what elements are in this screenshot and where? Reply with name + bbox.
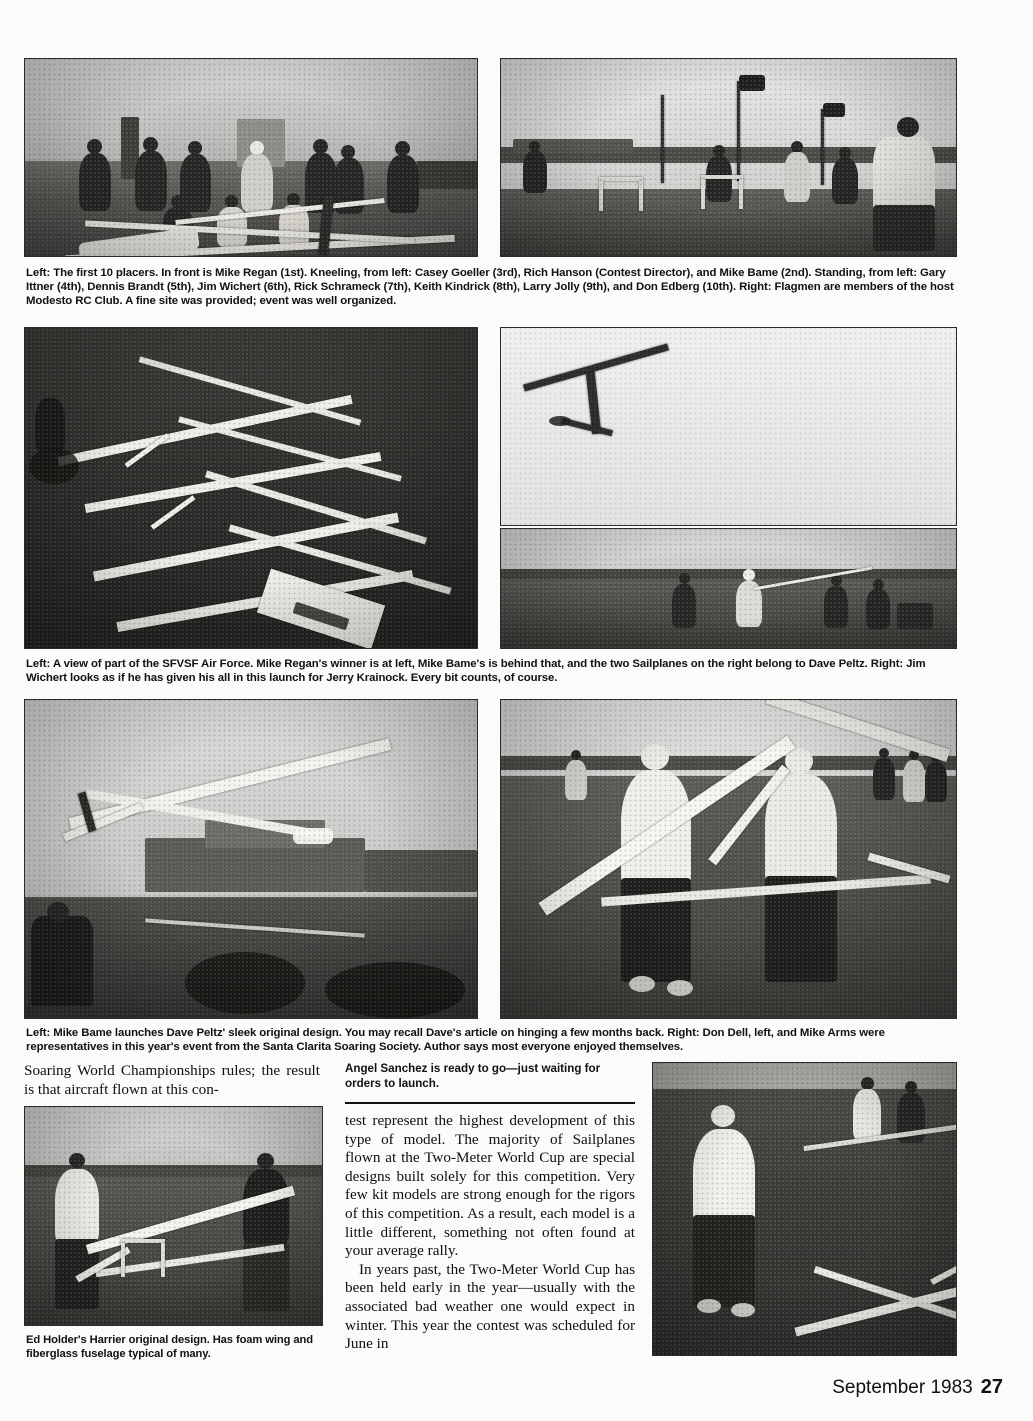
- photo-flagmen: [500, 58, 957, 257]
- caption-row-1: Left: The first 10 placers. In front is Mike Regan (1st). Kneeling, from left: Casey Goeller (3rd), Rich Hanson (Contest Director), and Mike Bame (2nd). Standing, from left: Gary Ittner (4th), Dennis Brandt (5th), Jim Wichert (6th), Rick Schrameck (7th), Keith Kindrick (8th), Larry Jolly (9th), and Don Edberg (10th). Right: Flagmen are members of the host Modesto RC Club. A fine site was provided; event was well organized.: [26, 267, 954, 308]
- body-left-paragraph: Soaring World Championships rules; the result is that aircraft flown at this con-: [24, 1062, 320, 1098]
- photo-launch-crew: [500, 528, 957, 649]
- photo-ed-holder-harrier: [24, 1106, 323, 1326]
- photo-sailplane-aloft: [500, 327, 957, 526]
- body-center-paragraph-1: test represent the highest development of this type of model. The majority of Sailplanes flown at the Two-Meter World Cup are special designs built solely for this competition. Very few kit models are strong enough for the rigors of this competition. As a result, each model is a little different, something not often found at your average rally.: [345, 1112, 635, 1260]
- footer-date: September 1983: [832, 1377, 973, 1398]
- body-center-paragraph-2: In years past, the Two-Meter World Cup has been held early in the year—usually with the associated bad weather one would expect in winter. This year the contest was scheduled for June in: [345, 1260, 635, 1353]
- body-column-center: [345, 1112, 635, 1354]
- page-footer: [832, 1376, 1003, 1399]
- caption-row-2: Left: A view of part of the SFVSF Air Force. Mike Regan's winner is at left, Mike Bame's is behind that, and the two Sailplanes on the right belong to Dave Peltz. Right: Jim Wichert looks as if he has given his all in this launch for Jerry Krainock. Every bit counts, of course.: [26, 658, 926, 685]
- body-column-left-top: [24, 1062, 320, 1099]
- photo-sfvsf-air-force: [24, 327, 478, 649]
- photo-angel-sanchez-launch: [652, 1062, 957, 1356]
- photo-bame-launches-peltz-design: [24, 699, 478, 1019]
- footer-page-number: 27: [980, 1376, 1003, 1398]
- photo-don-dell-mike-arms: [500, 699, 957, 1019]
- photo-group-ten-placers: [24, 58, 478, 257]
- caption-divider-rule: [345, 1102, 635, 1104]
- caption-ed-holder: Ed Holder's Harrier original design. Has foam wing and fiberglass fuselage typical of many.: [26, 1334, 313, 1360]
- caption-row-3: Left: Mike Bame launches Dave Peltz' sleek original design. You may recall Dave's article on hinging a few months back. Right: Don Dell, left, and Mike Arms were representatives in this year's event from the Santa Clarita Soaring Society. Author says most everyone enjoyed themselves.: [26, 1027, 885, 1054]
- caption-angel-sanchez: Angel Sanchez is ready to go—just waiting for orders to launch.: [345, 1062, 601, 1090]
